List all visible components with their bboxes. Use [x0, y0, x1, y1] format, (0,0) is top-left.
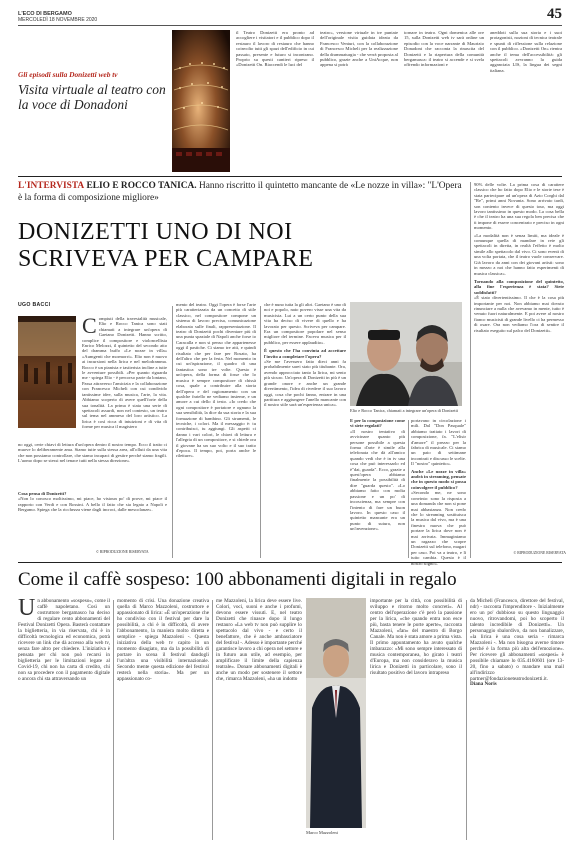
- answer-1: «Non lo conosco moltissimo, mi piace, ho vistoun po' di prove, mi piace il rapporto con Verdi e con Rossini. A bello il fatto che sia legato a Napoli e Bergamo. Spiega che la ricchezza viene dagli incroci, dalle mescolanze».: [18, 496, 167, 513]
- bottom-col1-text: n abbonamento «sospeso», come il caffè napoletano. Così un costruttore bergamasco ha deciso di regalare cento abbonamenti del Festival Donizetti Opera. Basterà contattare la biglietteria, in via riservata, chi è in difficoltà tecnologica ed economica, potrà ricevere un link che dà accesso alla web tv, senza fare altro per chiedere. L'iniziativa è pensata per chi non può recarsi in biglietteria per le limitazioni legate al Covid-19, chi non ha carta di credito, chi non sa procedere con il pagamento digitale o ancora chi sta attraversando un: [18, 598, 110, 682]
- interview-col6-mid: «La modalità non è senza limiti, ma ideale è comunque quella di mandare in rete gli spettacoli in diretta, in realtà l'effetto è molto simile allo spettacolo dal vivo. Ci sono eventi di una volta portata, che il teatro vuole conservare. Già lavoro da anni con dei giovani artisti: sono in mezzo a noi che hanno fatto esperimenti di musica classica».: [474, 232, 564, 276]
- question-2: È questo che l'ha convinta ad accettare l'invito a completare l'opera?: [264, 348, 346, 359]
- interview-col5: [411, 418, 466, 566]
- byline: UGO BACCI: [18, 302, 51, 308]
- interview-col3-text: che è nuno tutta la gli altri. Gaetano è uno di noi e popolo, nato povero visse una vita da musicista. Lui a un certo punto della sua vita ha deciso di vivere di quello e ha lavorato per questo. Scriveva per campare. Era un compositore popolare nel senso migliore del termine. Faceva musica per il pubblico, per essere applaudito».: [264, 302, 346, 345]
- elio-rocco-photo: [350, 302, 462, 406]
- answer-5: «È stato divertentissimo. Il che è la cosa più importante per noi. Non abbiamo mai dovuto rinunciare a nulla che avevamo in mente, tutto è venuto fuori naturalmente. E poi avere al nostro fianco musicisti di grande livello ci ha permesso di osare. Ora non vediamo l'ora di sentire il risultato eseguito sul palco del Donizetti».: [474, 295, 564, 333]
- theater-photo: [172, 30, 230, 172]
- section-divider-top: [18, 176, 562, 177]
- question-1: Cosa pensa di Donizetti?: [18, 491, 67, 496]
- interview-kicker: [18, 181, 464, 204]
- top-article-col4: aneddoti sulla sua storia e i suoi protagonisti, nozioni di tecnica teatrale e spunti di riflessione sulla relazione con il pubblico. «Donizetti On» rientra anche il tema dell'accessibilità: gli spettacoli avvranno la guida agganciata LIS, la lingua dei segni italiana.: [490, 30, 562, 73]
- bottom-article-col5: [470, 598, 564, 842]
- bottom-author: Diana Noris: [470, 681, 497, 687]
- bottom-article-col2: momento di crisi. Una donazione creativa quella di Marco Mazzoleni, costruttore e appassionato di lirica: «È un'operazione che ho condiviso con il festival per dare la possibilità, a chi è in difficoltà, di avere l'abbonamento, la maniera molto diretta e semplice - spiega Mazzoleni -. Questa iniziativa della web tv capito in un momento disagiato, ma da la possibilità di portare in scena il festival dandogli l'un'altra una visibilità internazionale. Secondo mente questa edizione del festival resterà nella storia». Ma per un appassionato co-: [117, 598, 209, 682]
- orchestra-photo: [18, 316, 76, 428]
- top-article-title: Visita virtuale al teatro con la voce di Donadoni: [18, 82, 166, 112]
- top-article-kicker: Gli episodi sulla Donizetti web tv: [18, 70, 118, 79]
- interview-col1-text: ompiuti della travestalità musicale, Elio e Rocco Tanica sono stati chiamati a integrare un'opera di Gaetano Donizetti. Hanno scritto, complice il compositore e violoncellista Enrico Melozzi, il quintetto del secondo atto del dramma buffo «Le nozze in villa» «Aumgenti che mormorri». Elio non è nuovo ai incursioni nella lirica e nel melodramma. Rocco è un pianista e tastierista incline a tutte le avventure possibili. «Per quanto riguarda me - spiega Elio - è percorso parte da lontano, Passa attraverso l'amicizia e la collaborazione con Francesco Micheli con cui condivido tantissime idee, sulla musica, l'arte, la vita. Abbiamo scoperto di avere quell'forte della sua tonalità. La prima è stata una serie di spettacoli assurdi, non nel contesto, un teatro sul tema nel ammeso del loro artistico. La lirica è così ricca di intuizioni e di vita di forme per musica il magistero: [82, 316, 167, 430]
- bottom-article-col1: [18, 595, 110, 840]
- header-rule: [18, 25, 562, 26]
- column-rule: [470, 182, 471, 558]
- question-3: E per la composizione come vi siete regolati?: [350, 418, 405, 429]
- interview-headline-line1: DONIZETTI UNO DI NOI: [18, 219, 293, 245]
- top-article-heading: [18, 70, 166, 112]
- photo-caption: Elio e Rocco Tanica, chiamati a integrare un'opera di Donizetti: [350, 408, 459, 413]
- top-article-col1: il Teatro Donizetti era pronto ad accogliere i visitatori e il pubblico dopo il restauro il lavoro di restauro che hanno coinvolto tutti gli spazi dell'edificio in cui passato, presente e futuro si incontrano. Proprio su questi cantieri ripreso il «Donizetti On. Riaccendi le luci del: [236, 30, 314, 68]
- interview-headline: [18, 219, 464, 273]
- issue-date: MERCOLEDÌ 18 NOVEMBRE 2020: [18, 17, 98, 23]
- section-divider-bottom: [18, 562, 562, 563]
- interview-kicker-names: ELIO E ROCCO TANICA.: [86, 181, 197, 191]
- dropcap: C: [82, 313, 97, 338]
- interview-kicker-text: Hanno riscritto il quintetto mancante de «Le nozze in villa»: "L'Opera è la forma di composizione migliore»: [18, 181, 462, 203]
- interview-col3: [264, 302, 346, 558]
- column-rule: [113, 600, 114, 840]
- masthead: [18, 11, 97, 23]
- column-rule: [172, 306, 173, 558]
- interview-question-1: [18, 491, 167, 513]
- column-rule: [260, 306, 261, 558]
- question-5: Tornando alla composizione del quintetto, alla fine l'esperienza è stata? Siete soddisfatti?: [474, 278, 564, 295]
- interview-kicker-label: L'INTERVISTA: [18, 181, 85, 191]
- bottom-photo-caption: Marco Mazzoleni: [306, 830, 338, 835]
- bottom-dropcap: U: [18, 595, 36, 621]
- interview-col6: [474, 182, 564, 558]
- mazzoleni-photo: [306, 598, 366, 828]
- page-number: 45: [547, 6, 562, 22]
- column-rule: [466, 600, 467, 840]
- column-rule: [408, 420, 409, 558]
- interview-col4: [350, 418, 405, 558]
- bottom-article-col3: me Mazzoleni, la lirica deve essere live. Colori, voci, suoni e anche i profumi, devono essere vissuti. E, nel teatro Donizetti che rinasce dopo il lungo restauro «La web tv non può supplire lo spettacolo dal vivo - e certo il benefattore, che è anche ambasciatore del festival -. Adesso è importante perché garantisce lavoro a chi opera nel settore e in futuro aun utile, ad esempio, per amplificare il limite della capienza teatrale». Donare abbonamenti digitali è anche un modo per sostenere il settore che, rimarca Mazzoleni, «ha un indotto: [216, 598, 302, 682]
- interview-col2: mento del teatro. Oggi l'opera è forse l'arte più caratterizzata da un concetto di stile classico, nel compositore compone un sistema di lavoro precisa, comunicazione elaborata sulle finali, rappresentazione. Il teatro di Donizetti pochi diventare più di una punta spaziale di Napoli anche forse io Caracalla e non si penso che appartenesse oggi il pastiche. Ci siamo tre atti, e quindi risultato che per fare per Rosato, ha dell'altro che per la festa. Nel momento in cui un'ispirazione, il quadro di una fantastica sono tre volte. Questo è un'opera, della forma di fosse che lo musica è sempre compositore di chissà cosa, quale a contribuire alla storia dell'opera e del ragionamento con un qualche fratello ne vediamo insieme, e un amore a cui dello il testo. «Io credo che ogni compositore è portatore e ognuno la sua sensibilità, la dice da sua storia e la sua formazione di bambino. Gli strumenti, le tecniche, i colori. Ma il messaggio è: tu contribuisci, tu aggiungi. Gli aspetti ci danno i vari colori, le chiavi di lettura e l'allegria di un compositore, e si chiede ora il giovane ha un suo volto e il suo tratto d'epoca. Il tempo, poi, porta anche le riletture».: [176, 302, 256, 459]
- credit-line-2: © RIPRODUZIONE RISERVATA: [513, 551, 566, 555]
- interview-headline-line2: SCRIVEVA PER CAMPARE: [18, 246, 314, 272]
- column-rule: [212, 600, 213, 840]
- answer-3: «Il nostro tentativo di avvicinare quanto più persone possibile a questa forma d'arte è simile alla telefonata che dà all'amico quando vedi che è in tv una cosa che può interessarlo ed è"dai, guarda". Ecco, grazie a quest'opera abbiamo finalmente la possibilità di dire "guarda questo". «Lo abbiamo fatto con molta passione e un po' di incoscienza, ma sempre con l'intento di fare un buon lavoro. In questo caso il quintetto mancante era un punto di sutura, non un'invenzione».: [350, 428, 405, 532]
- interview-col6-text: 90% delle volte. La prima cosa di carattere classico che ho fatto dopo Elio e le storie tese è stata partecipare ad un'opera di Azio Corghi dal "Re", primi anni Novanta. Sono arrivato tardi, son contento invece di questo tour, ma oggi lavoro tantissimo in questo modo. La cosa bella è che il teatro ha una sua regola ben precisa che ti impone di essere concentrato e preciso in ogni momento.: [474, 182, 564, 231]
- answer-4: «Secondo me, ne sono convinto: sono la risposta a una domanda che non si pone mai abbastanza. Non credo che lo streaming sostituisca la musica dal vivo, ma è una finestra nuova che può portare la lirica dove non è mai arrivata. Immaginiamo un ragazzo che scopre Donizetti sul telefono, magari per caso. Poi va a teatro, e lì tutto cambia. Questo è il nostro sogno».: [411, 490, 466, 566]
- bottom-col5-text: da Micheli (Francesco, direttore del festival, ndr) - racconta l'imprenditore -. Inizialmente ero un po' dubbioso su questo linguaggio nuovo, ritrovandomi, poi ho scoperto il talento incredibile di Donizetti». Un personaggio sbalordivo, da non banalizzare, «la lirica è una cosa seria - rimarca Mazzoleni -. Ma non bisogna averne timore perché è la forma più alta dell'emozione». Per ricevere gli abbonamenti «sospesi» è possibile chiamare lo 035.4160601 (ore 13-20, fino a sabato) o mandare una mail all'indirizzo partner@fondazioneteatrodonizetti.it.: [470, 598, 564, 682]
- interview-col5-text: portavano in circolazione i mili. Dal "Don Pasquale" abbiamo trattato i lavori di composizione, fa. "L'elisir d'amore" il prezzo per la fabrica di musicale. Ci siamo un paio di settimane incontrati e discusso le scelte. Il "nostro" quintetto».: [411, 418, 466, 467]
- top-article-col3: tornare in teatro. Ogni domenica alle ore 15, sulla Donizetti web tv sarà online un episodio con la voce narrante di Maurizio Donadoni che racconta la rinascita del Donizetti e la riapertura della comunità bergamasca: il teatro si accende e si svela offrendo informazioni e: [404, 30, 484, 68]
- bottom-article-col4: importante per la città, con possibilità di sviluppo e ritorno molto concreti». Al centro dell'operazione c'è però la passione per la lirica, «che quando entra non esce più, basta tenere le porte aperte», racconta Mazzoleni, «fan» del maestro di Borgo Canale. Ma non è stata amore a prima vista. Il primo appuntamento ha avuto qualche imbarazzo: «Mi sono sempre interessato di musica contemporanea, ho girato i teatri d'Europa, ma non consideravo la musica lirica e Donizetti in particolare, sono il risultato positivo del lavoro intrapreso: [370, 598, 462, 676]
- interview-col1-bottom: no oggi, certe chiavi di lettura d'un'opera dentro il nostro tempo. Ecco il tratto ci muove lo deliberamente ama. Siamo tutte sulla stessa area, all'olluti da una vita che non possiamo controllare, che siamo incapaci di gestire perché siamo fragili. L'uomo dopo se stessi nel tenace tutti nella stessa direzione».: [18, 442, 167, 464]
- newspaper-name: L'ECO DI BERGAMO: [18, 11, 72, 17]
- bottom-article-title: Come il caffè sospeso: 100 abbonamenti digitali in regalo: [18, 569, 457, 590]
- answer-2: «Se me l'avessero fatto dieci anni fa probabilmente sarei stato più titubante. Ora, avendo approcciato tanto la lirica, mi sento più sicuro. Un'opera di Donizetti in più è un grande onore e anche un grande divertimento, l'idea di rivedere il suo lavoro oggi, cosa che pochi fanno, entrare in una partitura e aggiungere l'anello mancante con il nostro stile sarà un'esperienza unica».: [264, 359, 346, 408]
- top-article-col2: teatro», versione virtuale in tre puntate dell'originale visita guidata ideata da Francesco Venturi, con la collaborazione di Francesco Micheli per la realizzazione della drammaturgia - che verrà proposta al pubblico, grazie anche a UniAcque, non appena si potrà: [320, 30, 398, 68]
- question-4: Anche «Le nozze in villa» andrà in streaming, pensate che in questo modo si possa coinvolgere il pubblico?: [411, 468, 466, 490]
- credit-line-1: © RIPRODUZIONE RISERVATA: [96, 550, 149, 554]
- interview-col1: [82, 313, 167, 430]
